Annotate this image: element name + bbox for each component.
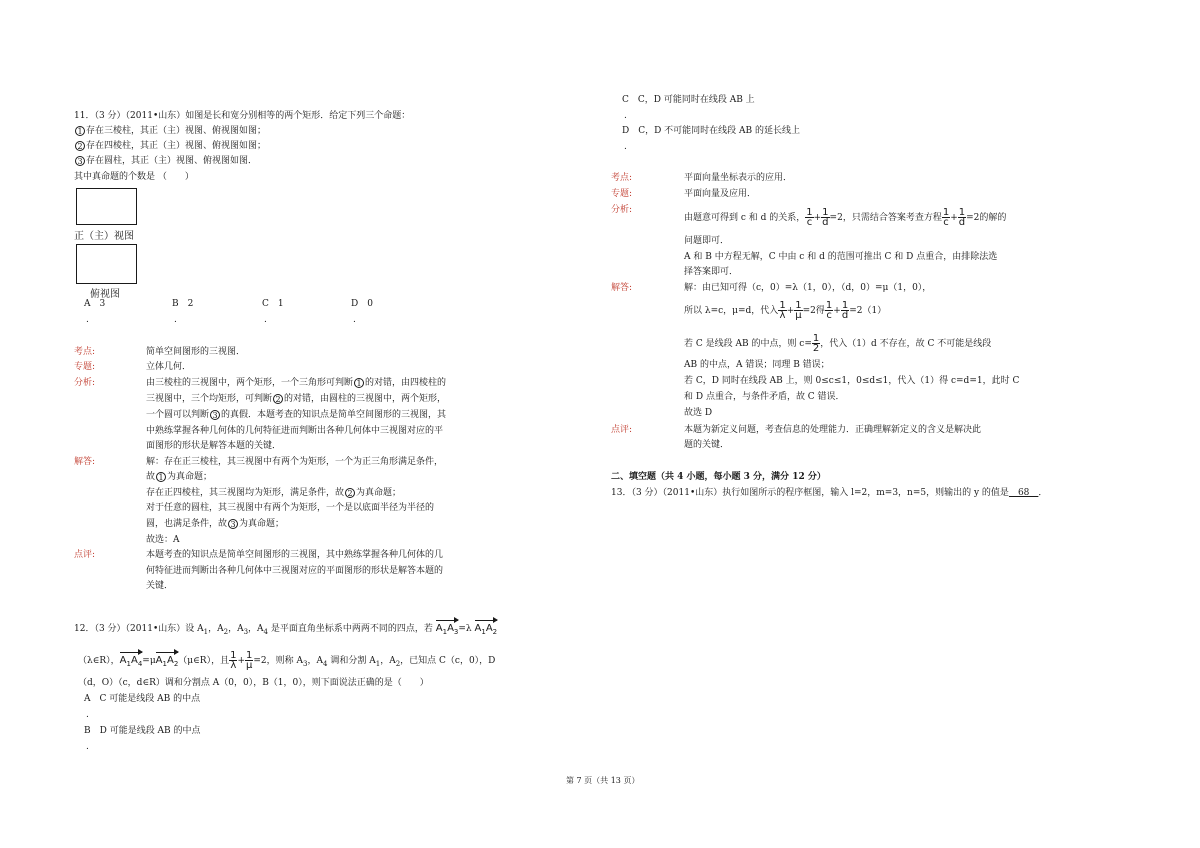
option-dot: . [174,315,177,325]
fraction-1-over-lambda: $\frac{1}{\lambda}$ [779,300,786,321]
circled-number: 2 [345,488,355,498]
fraction-1-over-c: $\frac{1}{c}$ [806,207,813,228]
fraction-1-over-2: $\frac{1}{2}$ [812,333,820,354]
q12-line-2: （λ∈R），$A_1A_4=\mu A_1A_2(\mu\in R)$，且 $\frac{1}{\lambda}$ + $\frac{1}{\mu}$ =2，则称 $A_3$，$A_4$ 调和分割 $A_1$，$A_2$，已知点 C（c，0），D [78,650,496,671]
circled-number: 2 [75,141,85,151]
q12-line-1: 12．（3 分）（2011•山东）设 $A_1$，$A_2$，$A_3$，$A_4$ 是平面直角坐标系中两两不同的四点，若 $A_1A_3=\lambda$ $A_1A_2$ [74,619,497,638]
q11-option-c[interactable]: C 1 [262,299,284,309]
fenxi-label: 分析: [611,205,633,215]
front-view-rectangle [76,188,137,225]
zhuanti-label: 专题: [611,189,633,199]
circled-number: 3 [210,410,220,420]
circled-number: 1 [354,378,364,388]
fenxi-line-2: 三视图中，三个均矩形，可判断 2 的对错，由圆柱的三视图中，两个矩形， [146,394,447,404]
dianping-line-1: 本题为新定义问题，考查信息的处理能力．正确理解新定义的含义是解决此 [684,425,982,435]
kaodian-label: 考点: [74,347,96,357]
q11-question: 其中真命题的个数是 （ ） [74,172,194,182]
q11-option-a[interactable]: A 3 [84,299,106,309]
dianping-line-3: 关键． [146,581,174,591]
jieda-line-6: 故选：A [146,535,180,545]
jieda-line-7: 故选 D [684,408,713,418]
zhuanti-text: 平面向量及应用． [684,189,757,199]
q11-proposition-1: 1 存在三棱柱，其正（主）视图、俯视图如图； [74,125,266,137]
jieda-line-5: 圆，也满足条件，故 3 为真命题； [146,519,285,529]
circled-number: 1 [156,472,166,482]
zhuanti-label: 专题: [74,362,96,372]
jieda-line-6: 和 D 点重合，与条件矛盾，故 C 错误． [684,392,845,402]
q11-header: 11．（3 分）（2011•山东）如图是长和宽分别相等的两个矩形．给定下列三个命题： [74,111,411,121]
option-dot: . [624,111,627,121]
vector-a1a3: $A_1A_3$ [436,619,459,638]
q12-line-3: （d，O）（c，d∈R）调和分割点 A（0，0），B（1，0），则下面说法正确的是（ ） [78,678,429,688]
circled-number: 3 [75,156,85,166]
circled-number: 1 [75,126,85,136]
vector-a1a2: $A_1A_2$ [475,619,498,638]
fenxi-line-2: 问题即可． [684,236,730,246]
top-view-caption: 俯视图 [90,289,120,300]
page-footer: 第 7 页（共 13 页） [566,776,640,785]
fenxi-line-3: A 和 B 中方程无解，C 中由 c 和 d 的范围可推出 C 和 D 点重合，由排除法选 [684,252,998,262]
q12-option-a[interactable]: A C 可能是线段 AB 的中点 [84,694,201,704]
dianping-label: 点评: [74,550,96,560]
kaodian-label: 考点: [611,173,633,183]
option-dot: . [86,742,89,752]
jieda-line-4: 对于任意的圆柱，其三视图中有两个为矩形，一个是以底面半径为半径的 [146,503,435,513]
kaodian-text: 平面向量坐标表示的应用． [684,173,793,183]
jieda-line-3: 若 C 是线段 AB 的中点，则 c= $\frac{1}{2}$ ，代入（1）d 不存在，故 C 不可能是线段 [684,333,992,354]
dianping-line-2: 题的关键． [684,440,730,450]
fenxi-line-4: 择答案即可． [684,267,739,277]
q12-option-b[interactable]: B D 可能是线段 AB 的中点 [84,726,201,736]
q12-option-d[interactable]: D C，D 不可能同时在线段 AB 的延长线上 [622,126,801,136]
answer-blank: 68 [1008,488,1039,498]
fenxi-line-3: 一个圆可以判断 3 的真假．本题考查的知识点是简单空间图形的三视图，其 [146,410,447,420]
q11-option-b[interactable]: B 2 [172,299,194,309]
q12-option-c[interactable]: C C，D 可能同时在线段 AB 上 [622,95,755,105]
zhuanti-text: 立体几何． [146,362,192,372]
fenxi-line-1: 由题意可得到 c 和 d 的关系， $\frac{1}{c}$ + $\frac{1}{d}$ =2，只需结合答案考查方程 $\frac{1}{c}$ + $\frac{1}{d}$ =2的解的 [684,207,1007,228]
fenxi-line-5: 面图形的形状是解答本题的关键． [146,441,282,451]
option-dot: . [624,142,627,152]
circled-number: 2 [273,394,283,404]
jieda-line-1: 解：存在正三棱柱，其三视图中有两个为矩形，一个为正三角形满足条件， [146,457,444,467]
jieda-line-4: AB 的中点，A 错误；同理 B 错误； [684,360,830,370]
jieda-line-2: 所以 λ=c，μ=d，代入 $\frac{1}{\lambda}$ + $\frac{1}{\mu}$ =2得 $\frac{1}{c}$ + $\frac{1}{d}$ =2（1） [684,300,887,321]
fraction-1-over-d: $\frac{1}{d}$ [822,207,829,228]
q11-proposition-3: 3 存在圆柱，其正（主）视图、俯视图如图． [74,155,257,167]
fraction-1-over-lambda: $\frac{1}{\lambda}$ [230,650,237,671]
fraction-1-over-d: $\frac{1}{d}$ [958,207,966,228]
dianping-line-2: 何特征进而判断出各种几何体中三视图对应的平面图形的形状是解答本题的 [146,566,444,576]
jieda-label: 解答: [74,457,96,467]
jieda-line-1: 解：由已知可得（c，0）=λ（1，0），（d，0）=μ（1，0）， [684,283,932,293]
fraction-1-over-c: $\frac{1}{c}$ [825,300,833,321]
jieda-label: 解答: [611,283,633,293]
jieda-line-5: 若 C，D 同时在线段 AB 上，则 0≤c≤1，0≤d≤1，代入（1）得 c=d=1，此时 C [684,376,1020,386]
fraction-1-over-c: $\frac{1}{c}$ [942,207,950,228]
option-dot: . [264,315,267,325]
dianping-line-1: 本题考查的知识点是简单空间图形的三视图，其中熟练掌握各种几何体的几 [146,550,444,560]
fenxi-line-1: 由三棱柱的三视图中，两个矩形，一个三角形可判断 1 的对错，由四棱柱的 [146,378,447,388]
section-heading: 二、填空题（共 4 小题，每小题 3 分，满分 12 分） [611,472,826,482]
top-view-rectangle [76,244,137,284]
q11-option-d[interactable]: D 0 [351,299,373,309]
fraction-1-over-mu: $\frac{1}{\mu}$ [246,650,253,671]
dianping-label: 点评: [611,425,633,435]
option-dot: . [86,710,89,720]
fenxi-label: 分析: [74,378,96,388]
fraction-1-over-mu: $\frac{1}{\mu}$ [795,300,802,321]
vector-a1a4: $A_1A_4$ [120,651,143,670]
q13-line: 13．（3 分）（2011•山东）执行如图所示的程序框图，输入 l=2，m=3，n=5，则输出的 y 的值是 68 ． [611,488,1048,498]
option-dot: . [353,315,356,325]
circled-number: 3 [228,519,238,529]
jieda-line-2: 故 1 为真命题； [146,472,213,482]
front-view-caption: 正（主）视图 [74,231,134,242]
kaodian-text: 简单空间图形的三视图． [146,347,246,357]
q11-proposition-2: 2 存在四棱柱，其正（主）视图、俯视图如图； [74,140,266,152]
vector-a1a2: $A_1A_2$ [156,651,179,670]
option-dot: . [86,315,89,325]
fenxi-line-4: 中熟练掌握各种几何体的几何特征进而判断出各种几何体中三视图对应的平 [146,426,444,436]
jieda-line-3: 存在正四棱柱，其三视图均为矩形，满足条件，故 2 为真命题； [146,488,402,498]
fraction-1-over-d: $\frac{1}{d}$ [841,300,849,321]
